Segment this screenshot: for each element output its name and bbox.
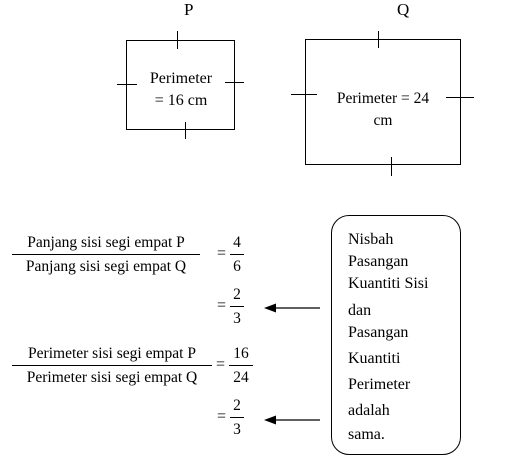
- side-value-fraction: [230, 234, 244, 276]
- note-line-4: dan: [348, 302, 372, 319]
- square-q-tick-bottom: [391, 157, 392, 176]
- perimeter-value-denominator: 24: [233, 369, 249, 387]
- note-line-1: Nisbah: [348, 231, 394, 248]
- perimeter-simplified-denominator: 3: [233, 421, 241, 439]
- side-arrow-icon: [262, 300, 322, 316]
- side-ratio-denominator: Panjang sisi segi empat Q: [25, 258, 187, 276]
- side-equals-1: =: [217, 245, 227, 262]
- square-p-tick-top: [177, 31, 178, 49]
- square-q-tick-left: [291, 94, 317, 95]
- side-ratio-bar: [12, 254, 200, 255]
- perimeter-ratio-bar: [12, 365, 212, 366]
- note-line-8: adalah: [348, 402, 390, 419]
- side-equals-2: =: [217, 297, 227, 314]
- side-ratio-fraction: [12, 234, 200, 276]
- perimeter-value-fraction: [229, 345, 253, 387]
- side-value-denominator: 6: [233, 258, 241, 276]
- perimeter-arrow-icon: [262, 412, 322, 428]
- square-q-perimeter: [320, 88, 446, 132]
- square-p-tick-right: [225, 82, 244, 83]
- perimeter-simplified-fraction: [230, 397, 244, 439]
- perimeter-equals-2: =: [217, 408, 227, 425]
- note-line-2: Pasangan: [348, 253, 409, 270]
- square-q-label: Q: [397, 0, 410, 19]
- side-value-bar: [230, 254, 244, 255]
- square-p-tick-bottom: [185, 122, 186, 139]
- square-p-perimeter-line1: Perimeter: [149, 70, 213, 87]
- note-line-6: Kuantiti: [348, 350, 401, 367]
- perimeter-equals-1: =: [216, 356, 226, 373]
- perimeter-ratio-denominator: Perimeter sisi segi empat Q: [26, 369, 198, 387]
- square-p-label: P: [184, 0, 194, 19]
- square-p-perimeter-line2: = 16 cm: [154, 92, 208, 109]
- square-p-tick-left: [117, 84, 137, 85]
- square-q-tick-top: [378, 31, 379, 48]
- square-q-perimeter-line1: Perimeter = 24: [336, 90, 430, 107]
- square-q-tick-right: [442, 97, 474, 98]
- note-line-3: Kuantiti Sisi: [348, 275, 429, 292]
- side-simplified-fraction: [230, 286, 244, 328]
- perimeter-value-numerator: 16: [233, 345, 249, 362]
- note-line-7: Perimeter: [348, 376, 411, 393]
- note-line-9: sama.: [348, 426, 385, 443]
- square-p-perimeter: [137, 68, 225, 112]
- side-ratio-numerator: Panjang sisi segi empat P: [27, 234, 185, 251]
- side-simplified-denominator: 3: [233, 310, 241, 328]
- side-simplified-bar: [230, 306, 244, 307]
- perimeter-ratio-fraction: [12, 345, 212, 387]
- side-value-numerator: 4: [233, 234, 241, 251]
- perimeter-simplified-numerator: 2: [233, 397, 241, 414]
- perimeter-simplified-bar: [230, 417, 244, 418]
- perimeter-value-bar: [229, 365, 253, 366]
- perimeter-ratio-numerator: Perimeter sisi segi empat P: [28, 345, 196, 362]
- note-line-5: Pasangan: [348, 324, 409, 341]
- square-q-perimeter-line2: cm: [373, 112, 393, 129]
- side-simplified-numerator: 2: [233, 286, 241, 303]
